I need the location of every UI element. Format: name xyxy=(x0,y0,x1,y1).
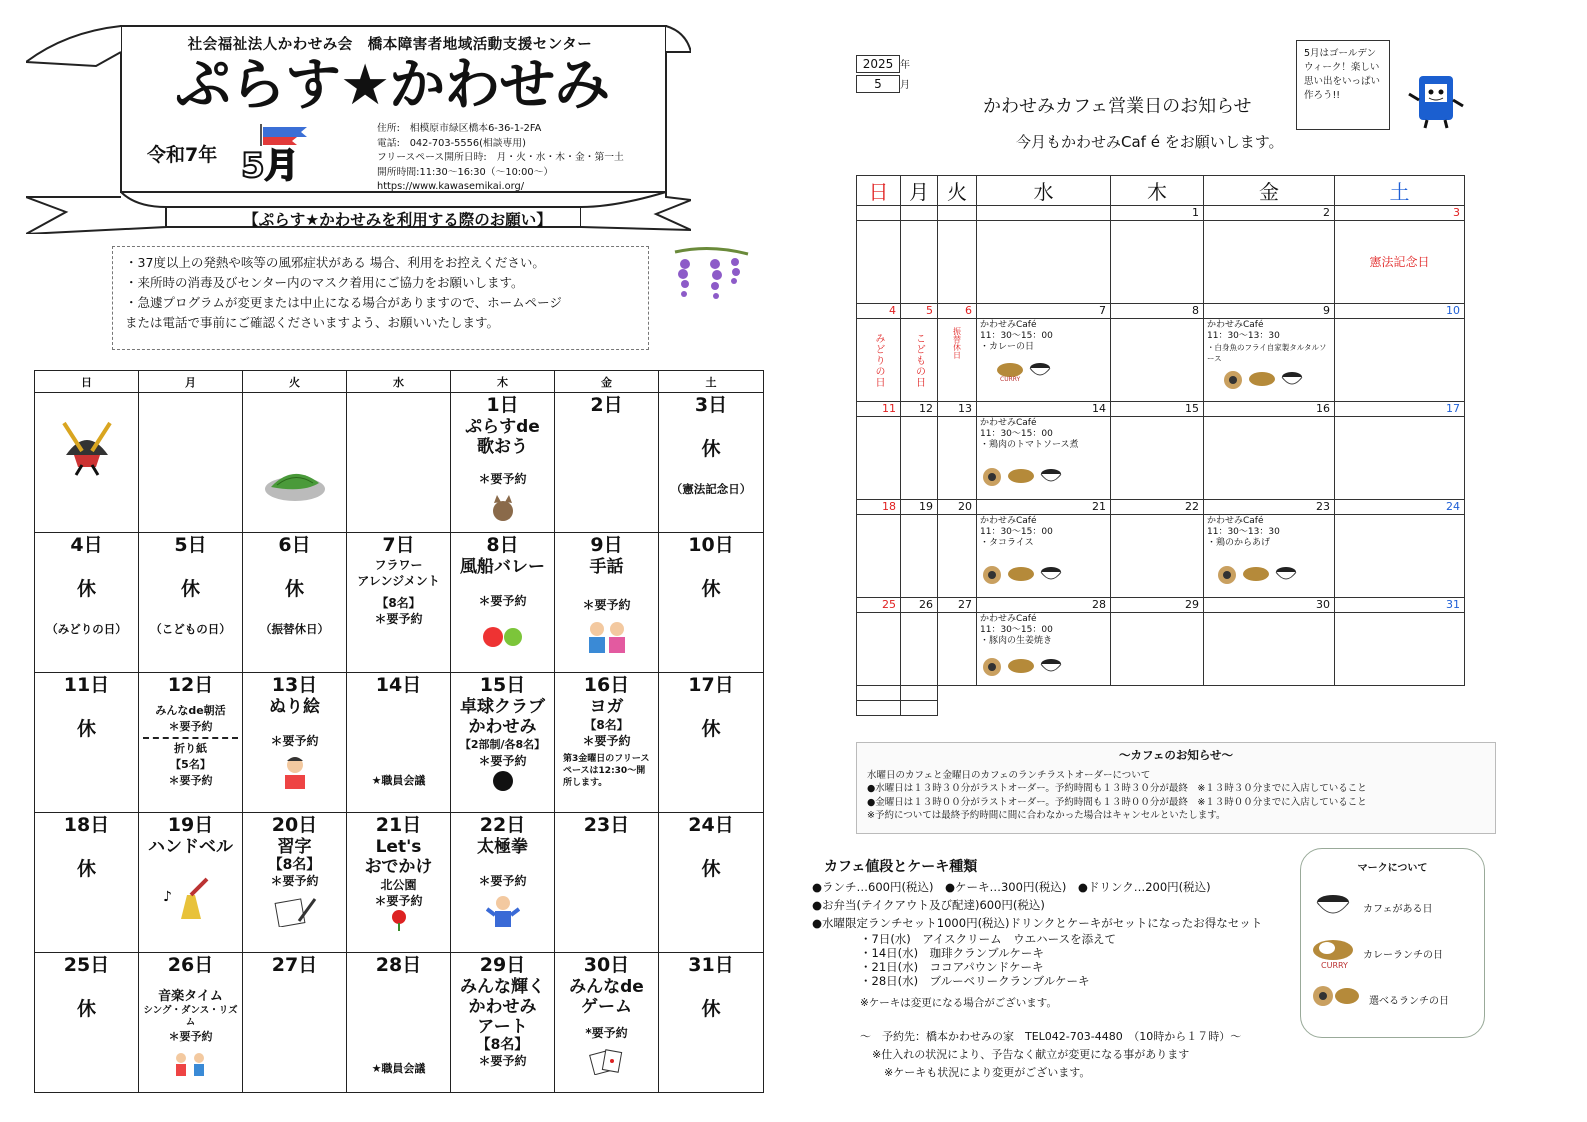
weekday-fri: 金 xyxy=(555,371,659,393)
phone-text: 電話: 042-703-5556(相談専用) xyxy=(377,137,526,149)
closed-label: 休 xyxy=(76,717,96,740)
handbell-icon xyxy=(161,877,221,927)
calendar-cell-2 xyxy=(555,393,659,533)
calendar-cell-18 xyxy=(35,813,139,953)
holiday-name: （こどもの日） xyxy=(150,621,231,636)
footer-contact xyxy=(860,1028,1241,1082)
calendar-cell-20 xyxy=(243,813,347,953)
day-number: 5日 xyxy=(174,534,207,556)
calendar-cell-19 xyxy=(139,813,243,953)
calendar-cell-7 xyxy=(347,533,451,673)
closed-label: 休 xyxy=(180,577,200,600)
closed-label: 休 xyxy=(284,577,304,600)
event-title: 手話 xyxy=(589,556,624,577)
calendar-cell-22 xyxy=(451,813,555,953)
cake-note: ※ケーキは変更になる場合がございます。 xyxy=(860,997,1057,1009)
notice-line: ・来所時の消毒及びセンター内のマスク着用にご協力をお願いします。 xyxy=(125,275,524,290)
day-number: 22日 xyxy=(479,814,526,836)
closed-label: 休 xyxy=(701,857,721,880)
dancing-kids-icon xyxy=(171,1051,211,1079)
curry-icon xyxy=(1311,936,1355,970)
cafe-label: かわせみCafé xyxy=(1207,320,1264,330)
coffee-icon xyxy=(1028,360,1052,382)
cafe-notice-line: ●水曜日は１３時３０分がラストオーダー。予約時間も１３時３０分が最終 ※１３時３０分までに入店していること xyxy=(867,783,1367,794)
day-number: 12日 xyxy=(167,674,214,696)
event-title: 太極拳 xyxy=(477,836,528,857)
day-number: 16日 xyxy=(583,674,630,696)
cafe-notice-line: 水曜日のカフェと金曜日のカフェのランチラストオーダーについて xyxy=(867,769,1151,781)
holiday-name: （憲法記念日） xyxy=(670,481,752,496)
weekday-sun: 日 xyxy=(35,371,139,393)
sign-language-icon xyxy=(585,619,629,655)
day-number: 24日 xyxy=(688,814,734,836)
cafe-hours: 11：30〜15：00 xyxy=(980,429,1053,439)
cafe-hours: 11：30〜15：00 xyxy=(980,331,1053,341)
cafe-label: かわせみCafé xyxy=(980,320,1037,330)
choice-lunch-icon xyxy=(1311,982,1361,1016)
curry-label: CURRY xyxy=(1000,376,1021,382)
reservation-note: ＊要予約 xyxy=(374,611,423,626)
coffee-icon xyxy=(1274,564,1298,586)
choice-lunch-icon xyxy=(981,466,1003,488)
capacity: 【8名】 xyxy=(476,1036,529,1053)
closed-label: 休 xyxy=(76,997,96,1020)
usage-notice xyxy=(112,246,649,350)
month-value: 5 xyxy=(856,75,900,93)
event-title: 卓球クラブ xyxy=(460,696,545,717)
cafe-notice-line: ●金曜日は１３時００分がラストオーダー。予約時間も１３時００分が最終 ※１３時００分までに入店していること xyxy=(867,796,1367,808)
footer-note: ※ケーキも状況により変更がございます。 xyxy=(884,1066,1091,1079)
event-title: 折り紙 xyxy=(174,741,207,755)
cafe-label: かわせみCafé xyxy=(980,614,1037,624)
calendar-cell-27 xyxy=(243,953,347,1093)
day-number: 13日 xyxy=(271,674,318,696)
cafe-hours: 11：30〜15：00 xyxy=(980,625,1053,635)
day-number: 1日 xyxy=(486,394,519,416)
coffee-icon xyxy=(1311,892,1355,922)
cafe-day-9 xyxy=(1204,319,1335,402)
calendar-cell-6 xyxy=(243,533,347,673)
cafe-notice-line: ※予約については最終予約時間に間に合わなかった場合はキャンセルといたします。 xyxy=(867,810,1226,821)
mark-curry-day: カレーランチの日 xyxy=(1363,949,1443,961)
day-number: 1 xyxy=(1111,206,1204,221)
curry-icon xyxy=(1006,564,1036,586)
curry-icon xyxy=(1247,369,1277,391)
coffee-icon xyxy=(1039,564,1063,586)
holiday-vertical: こどもの日 xyxy=(913,333,925,388)
year-value: 2025 xyxy=(856,55,900,73)
calendar-cell-empty xyxy=(139,393,243,533)
cake-item: ・14日(水) 珈琲クランブルケーキ xyxy=(860,946,1044,960)
day-number: 17日 xyxy=(688,674,734,696)
cafe-heading: かわせみカフェ営業日のお知らせ xyxy=(983,96,1252,117)
weekday-mon: 月 xyxy=(139,371,243,393)
day-number: 23日 xyxy=(583,814,630,836)
day-number: 31日 xyxy=(688,954,734,976)
day-number: 25日 xyxy=(63,954,110,976)
day-number: 9日 xyxy=(590,534,623,556)
cafe-label: かわせみCafé xyxy=(980,516,1037,526)
event-title: ハンドベル xyxy=(148,836,233,857)
closed-label: 休 xyxy=(701,717,721,740)
event-title: ゲーム xyxy=(581,996,632,1017)
cake-item: ・21日(水) ココアパウンドケーキ xyxy=(860,960,1044,974)
event-detail: シング・ダンス・リズム xyxy=(143,1004,238,1028)
choice-lunch-icon xyxy=(981,564,1003,586)
event-title: みんなde xyxy=(569,976,644,997)
choice-lunch-icon xyxy=(1222,369,1244,391)
calendar-cell-empty xyxy=(243,393,347,533)
holiday-name: （振替休日） xyxy=(260,621,329,636)
reservation-contact: 〜 予約先：橋本かわせみの家 TEL042-703-4480 （10時から１７時）〜 xyxy=(860,1030,1242,1043)
day-number: 21日 xyxy=(375,814,422,836)
holiday-vertical: みどりの日 xyxy=(873,333,884,388)
event-title: ぬり絵 xyxy=(269,696,320,717)
event-title: 風船バレー xyxy=(460,556,545,577)
cafe-label: かわせみCafé xyxy=(980,418,1037,428)
calendar-cell-13 xyxy=(243,673,347,813)
weekday-sat: 土 xyxy=(659,371,764,393)
playing-cards-icon xyxy=(588,1047,626,1075)
calendar-cell-9 xyxy=(555,533,659,673)
capacity: 【8名】 xyxy=(268,856,321,873)
kashiwa-mochi-icon xyxy=(263,463,327,503)
curry-icon xyxy=(1006,466,1036,488)
weekday-wed: 水 xyxy=(347,371,451,393)
event-title: かわせみ xyxy=(468,716,537,737)
friday-note: 第3金曜日のフリース xyxy=(563,753,650,764)
day-number: 2 xyxy=(1204,206,1335,221)
price-line: ●ランチ…600円(税込) ●ケーキ…300円(税込) ●ドリンク…200円(税込) xyxy=(812,880,1211,894)
address-text: 住所: 相模原市緑区橋本6-36-1-2FA xyxy=(377,123,542,134)
event-title: かわせみ xyxy=(468,996,537,1017)
program-calendar xyxy=(34,370,764,1093)
samurai-helmet-icon xyxy=(56,415,118,477)
balloon-icon xyxy=(481,623,525,651)
choice-lunch-icon xyxy=(981,656,1003,678)
reservation-note: ＊要予約 xyxy=(582,733,631,748)
day-number: 30日 xyxy=(583,954,630,976)
coffee-icon xyxy=(1280,369,1304,391)
cake-item: ・28日(水) ブルーベリークランブルケーキ xyxy=(860,974,1090,988)
capacity: 【5名】 xyxy=(170,757,211,771)
weekday-fri: 金 xyxy=(1204,176,1335,206)
day-number: 15日 xyxy=(479,674,526,696)
day-number: 14日 xyxy=(375,674,422,696)
event-title: アート xyxy=(477,1016,528,1037)
day-number: 27日 xyxy=(271,954,318,976)
calendar-cell-28 xyxy=(347,953,451,1093)
year-month-box xyxy=(856,55,910,93)
day-number: 3日 xyxy=(694,394,728,416)
cafe-hours: 11：30〜13：30 xyxy=(1207,331,1280,341)
month-large: 5月 xyxy=(241,146,299,186)
day-number: 6日 xyxy=(278,534,311,556)
cafe-menu: ・カレーの日 xyxy=(980,342,1035,352)
cafe-day-21 xyxy=(977,515,1111,598)
weekday-thu: 木 xyxy=(1111,176,1204,206)
cafe-menu: ・白身魚のフライ自家製タルタルソース xyxy=(1207,343,1327,363)
contact-info xyxy=(377,122,624,195)
calendar-cell-14 xyxy=(347,673,451,813)
cafe-calendar: 日 月 火 水 木 金 土 1 2 3 憲法記念日 4 5 6 7 8 9 10 みどりの日 こどもの日 振替休日 かわせみCafé 11：30〜15：00 ・カレーの日 CURRY かわせみCafé 11：30〜13：30 ・白身魚のフライ自家製タルタルソース 11 12 13 14 15 16 17 かわせみCafé 11：30〜15：00 ・鶏肉のトマトソース煮 18 19 20 21 22 23 24 かわせみCafé 11：30〜15：00 ・タコライス かわせみCafé 11：30〜13：30 ・鶏のからあげ 25 26 27 28 29 30 31 かわせみCafé 11：30〜15：00 ・豚肉の生姜焼き xyxy=(856,175,1465,716)
coffee-icon xyxy=(1039,656,1063,678)
cafe-menu: ・鶏肉のトマトソース煮 xyxy=(980,440,1079,450)
weekday-sat: 土 xyxy=(1335,176,1465,206)
cafe-hours: 11：30〜13：30 xyxy=(1207,527,1280,537)
taichi-person-icon xyxy=(486,895,520,935)
curry-icon xyxy=(1241,564,1271,586)
day-number: 26日 xyxy=(167,954,214,976)
holiday-label: 憲法記念日 xyxy=(1369,255,1430,269)
price-line: ●お弁当(テイクアウト及び配達)600円(税込) xyxy=(812,898,1045,912)
capacity: 【2部制/各8名】 xyxy=(459,737,546,751)
friday-note: ペースは12:30〜開 xyxy=(563,765,646,776)
day-number: 3 xyxy=(1335,206,1465,221)
cafe-menu: ・鶏のからあげ xyxy=(1207,538,1271,548)
event-title: ヨガ xyxy=(589,696,624,717)
cafe-menu: ・タコライス xyxy=(980,538,1034,548)
cafe-day-7 xyxy=(977,319,1111,402)
calendar-cell-10 xyxy=(659,533,764,673)
mark-choice-day: 選べるランチの日 xyxy=(1369,995,1449,1007)
choice-lunch-icon xyxy=(1216,564,1238,586)
event-title: アレンジメント xyxy=(357,573,440,588)
notice-line: ・急遽プログラムが変更または中止になる場合がありますので、ホームページ xyxy=(125,295,562,310)
curry-label: CURRY xyxy=(1321,961,1348,970)
calendar-cell-4 xyxy=(35,533,139,673)
flower-icon xyxy=(387,909,411,931)
event-title: 音楽タイム xyxy=(158,988,223,1004)
hours-text: 開所時間:11:30〜16:30（〜10:00〜） xyxy=(377,166,554,178)
weekday-wed: 水 xyxy=(977,176,1111,206)
cafe-day-23 xyxy=(1204,515,1335,598)
reservation-note: *要予約 xyxy=(585,1025,628,1040)
footer-note: ※仕入れの状況により、予告なく献立が変更になる事があります xyxy=(872,1048,1190,1061)
staff-meeting: ★職員会議 xyxy=(371,773,426,787)
mascot-icon xyxy=(1405,70,1465,130)
year-label: 年 xyxy=(900,60,910,71)
holiday-name: （みどりの日） xyxy=(46,621,127,636)
reservation-note: ＊要予約 xyxy=(582,597,631,612)
staff-meeting: ★職員会議 xyxy=(371,1061,426,1075)
weekday-mon: 月 xyxy=(901,176,938,206)
speech-bubble: 5月はゴールデンウィーク！楽しい思い出をいっぱい作ろう!! xyxy=(1296,40,1390,130)
closed-label: 休 xyxy=(76,857,96,880)
event-title: おでかけ xyxy=(364,856,433,877)
notice-line: ・37度以上の発熱や咳等の風邪症状がある 場合、利用をお控えください。 xyxy=(125,255,545,270)
reservation-note: ＊要予約 xyxy=(270,733,319,748)
calendar-cell-3 xyxy=(659,393,764,533)
cat-icon xyxy=(488,493,518,523)
calendar-cell-empty xyxy=(35,393,139,533)
capacity: 【8名】 xyxy=(376,595,421,610)
ping-pong-icon xyxy=(488,769,518,793)
day-number: 7日 xyxy=(382,534,415,556)
event-title: みんなde朝活 xyxy=(155,703,226,717)
calendar-cell-30 xyxy=(555,953,659,1093)
mark-legend xyxy=(1300,848,1485,1038)
cafe-notice-box xyxy=(856,742,1496,834)
era-year: 令和7年 xyxy=(147,144,218,166)
calendar-cell-5 xyxy=(139,533,243,673)
friday-note: 所します。 xyxy=(563,777,608,788)
mark-legend-title: マークについて xyxy=(1357,863,1428,874)
reservation-note: ＊要予約 xyxy=(478,1053,527,1068)
cafe-label: かわせみCafé xyxy=(1207,516,1264,526)
day-number: 28日 xyxy=(375,954,422,976)
calligraphy-icon xyxy=(273,895,317,927)
day-number: 18日 xyxy=(63,814,110,836)
calendar-cell-26 xyxy=(139,953,243,1093)
calendar-cell-21 xyxy=(347,813,451,953)
calendar-cell-23 xyxy=(555,813,659,953)
closed-label: 休 xyxy=(701,997,721,1020)
day-number: 10日 xyxy=(688,534,734,556)
svg-text:♪: ♪ xyxy=(162,888,172,905)
reservation-note: ＊要予約 xyxy=(478,593,527,608)
cafe-hours: 11：30〜15：00 xyxy=(980,527,1053,537)
cafe-menu: ・豚肉の生姜焼き xyxy=(980,636,1053,646)
reservation-note: ＊要予約 xyxy=(478,753,527,768)
newsletter-title: ぷらす★かわせみ xyxy=(175,53,610,118)
calendar-cell-16 xyxy=(555,673,659,813)
curry-icon xyxy=(1006,656,1036,678)
calendar-cell-25 xyxy=(35,953,139,1093)
holiday-vertical: 振替休日 xyxy=(952,327,962,359)
month-label: 月 xyxy=(900,80,910,91)
event-title: Let's xyxy=(375,836,422,857)
child-drawing-icon xyxy=(279,755,311,791)
reservation-note: ＊要予約 xyxy=(168,773,213,787)
day-number: 2日 xyxy=(590,394,623,416)
calendar-cell-24 xyxy=(659,813,764,953)
calendar-cell-8 xyxy=(451,533,555,673)
closed-label: 休 xyxy=(701,577,721,600)
day-number: 29日 xyxy=(479,954,526,976)
calendar-cell-15 xyxy=(451,673,555,813)
event-title: ぷらすde xyxy=(465,416,540,437)
calendar-cell-29 xyxy=(451,953,555,1093)
ribbon-text: 【ぷらす★かわせみを利用する際のお願い】 xyxy=(243,211,552,229)
organization-name: 社会福祉法人かわせみ会 橋本障害者地域活動支援センター xyxy=(187,37,593,53)
website-url: https://www.kawasemikai.org/ xyxy=(377,181,524,193)
weekday-sun: 日 xyxy=(857,176,901,206)
cafe-notice-title: 〜カフェのお知らせ〜 xyxy=(1118,748,1234,762)
cafe-subheading: 今月もかわせみCaf é をお願いします。 xyxy=(1016,133,1284,151)
wisteria-icon xyxy=(670,244,750,314)
day-number: 11日 xyxy=(63,674,110,696)
capacity: 【8名】 xyxy=(584,717,629,732)
event-title: みんな輝く xyxy=(460,976,545,997)
reservation-note: ＊要予約 xyxy=(478,471,527,486)
cafe-day-28 xyxy=(977,613,1111,686)
weekday-thu: 木 xyxy=(451,371,555,393)
curry-icon xyxy=(995,360,1025,382)
closed-label: 休 xyxy=(701,437,721,460)
day-number: 8日 xyxy=(486,534,519,556)
event-title: 歌おう xyxy=(477,436,528,457)
day-number: 20日 xyxy=(271,814,318,836)
price-section xyxy=(812,856,1262,1012)
calendar-cell-17 xyxy=(659,673,764,813)
event-title: フラワー xyxy=(374,557,423,572)
day-number: 19日 xyxy=(167,814,214,836)
price-heading: カフェ値段とケーキ種類 xyxy=(824,859,978,875)
weekday-tue: 火 xyxy=(243,371,347,393)
calendar-cell-empty xyxy=(347,393,451,533)
notice-line: または電話で事前にご確認くださいますよう、お願いいたします。 xyxy=(125,315,500,330)
price-line: ●水曜限定ランチセット1000円(税込)ドリンクとケーキがセットになったお得なセット xyxy=(812,916,1263,930)
reservation-note: ＊要予約 xyxy=(168,1029,213,1043)
freespace-text: フリースペース開所日時: 月・火・水・木・金・第一土 xyxy=(377,152,624,164)
calendar-cell-1 xyxy=(451,393,555,533)
mark-cafe-day: カフェがある日 xyxy=(1363,903,1433,915)
event-place: 北公園 xyxy=(380,877,417,892)
cafe-day-14 xyxy=(977,417,1111,500)
reservation-note: ＊要予約 xyxy=(478,873,527,888)
reservation-note: ＊要予約 xyxy=(168,719,213,733)
closed-label: 休 xyxy=(76,577,96,600)
day-number: 4日 xyxy=(70,534,103,556)
calendar-cell-11 xyxy=(35,673,139,813)
weekday-tue: 火 xyxy=(938,176,977,206)
reservation-note: ＊要予約 xyxy=(374,893,423,908)
reservation-note: ＊要予約 xyxy=(270,873,319,888)
coffee-icon xyxy=(1039,466,1063,488)
calendar-cell-12 xyxy=(139,673,243,813)
event-title: 習字 xyxy=(277,836,312,857)
calendar-cell-31 xyxy=(659,953,764,1093)
cake-item: ・7日(水) アイスクリーム ウエハースを添えて xyxy=(860,932,1117,946)
